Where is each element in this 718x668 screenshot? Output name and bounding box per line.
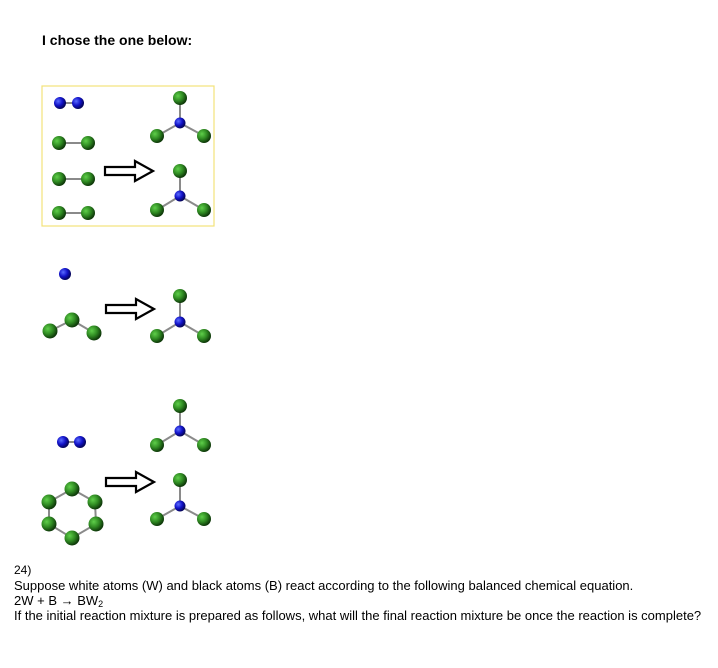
question-text: Suppose white atoms (W) and black atoms (B) react according to the following balanced chemical equation. (14, 578, 634, 593)
equation-subscript: 2 (98, 599, 104, 609)
product-bw3-molecule (150, 399, 211, 452)
reactant-w2-molecule (52, 206, 95, 220)
reactant-w2-molecule (52, 136, 95, 150)
reactant-w3-molecule (43, 313, 102, 341)
option-2-panel (43, 268, 212, 343)
reactant-b2-molecule (57, 436, 86, 448)
reaction-arrow (106, 472, 154, 492)
reactant-b-atom (59, 268, 71, 280)
chosen-panel (42, 86, 214, 226)
product-bw3-molecule (150, 164, 211, 217)
reactant-b2-molecule (54, 97, 84, 109)
chemical-equation (14, 593, 704, 608)
reaction-arrow (105, 161, 153, 181)
highlight-frame (42, 86, 214, 226)
product-bw3-molecule (150, 289, 211, 343)
equation-text: 2W + B → BW (14, 593, 99, 608)
reaction-arrow (106, 299, 154, 319)
intro-text: I chose the one below: (42, 32, 193, 48)
question-number: 24) (14, 563, 32, 577)
product-bw3-molecule (150, 91, 211, 143)
product-bw3-molecule (150, 473, 211, 526)
option-3-panel (42, 399, 212, 546)
question-block (14, 563, 704, 623)
reactant-w2-molecule (52, 172, 95, 186)
reactant-w6-ring (42, 482, 104, 546)
question-prompt: If the initial reaction mixture is prepared as follows, what will the final reaction mixture be once the reaction is complete? (14, 608, 702, 623)
